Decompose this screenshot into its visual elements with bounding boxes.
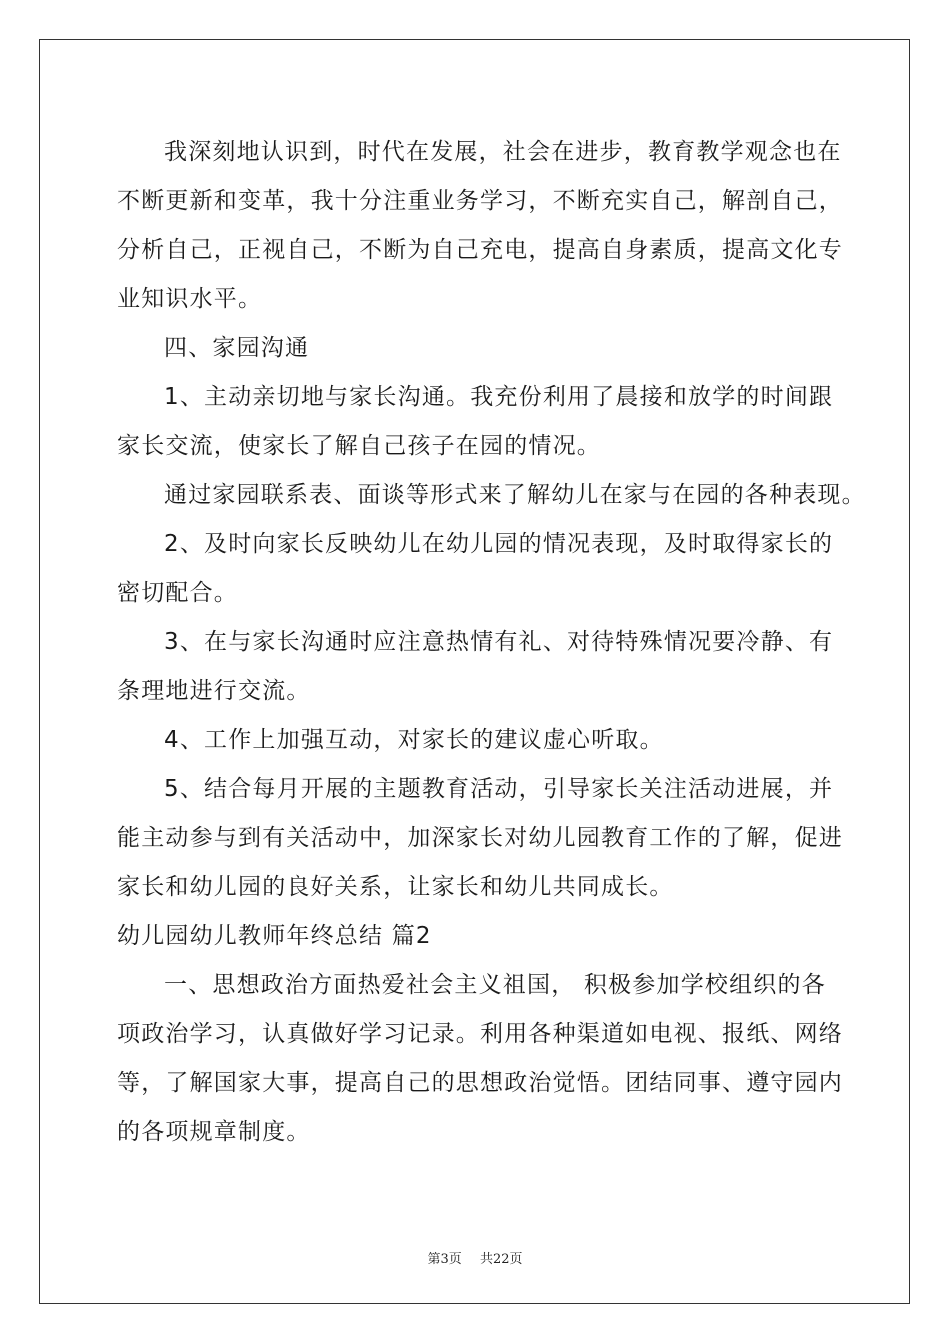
text-line: 的各项规章制度。 [117,1119,311,1145]
text-line: 业知识水平。 [117,286,263,312]
page-number: 第3页 [427,1252,462,1267]
text-line: 不断更新和变革，我十分注重业务学习，不断充实自己，解剖自己， [117,188,843,214]
document-body [117,128,866,1157]
text-line: 密切配合。 [117,580,238,606]
text-line: 3、在与家长沟通时应注意热情有礼、对待特殊情况要冷静、有 [164,629,834,655]
text-line: 家长和幼儿园的良好关系，让家长和幼儿共同成长。 [117,874,674,900]
text-line: 5、结合每月开展的主题教育活动，引导家长关注活动进展，并 [164,776,834,802]
text-line: 通过家园联系表、面谈等形式来了解幼儿在家与在园的各种表现。 [164,482,866,508]
section-heading: 四、家园沟通 [164,335,310,361]
text-line: 4、工作上加强互动，对家长的建议虚心听取。 [164,727,664,753]
text-block [117,128,866,1157]
text-line: 一、思想政治方面热爱社会主义祖国， 积极参加学校组织的各 [164,972,826,998]
text-line: 能主动参与到有关活动中，加深家长对幼儿园教育工作的了解，促进 [117,825,843,851]
article-title: 幼儿园幼儿教师年终总结 篇2 [117,923,432,949]
text-line: 等，了解国家大事，提高自己的思想政治觉悟。团结同事、遵守园内 [117,1070,843,1096]
text-line: 家长交流，使家长了解自己孩子在园的情况。 [117,433,601,459]
page-total: 共22页 [479,1252,523,1267]
text-line: 2、及时向家长反映幼儿在幼儿园的情况表现，及时取得家长的 [164,531,834,557]
text-line: 项政治学习，认真做好学习记录。利用各种渠道如电视、报纸、网络 [117,1021,843,1047]
text-line: 1、主动亲切地与家长沟通。我充份利用了晨接和放学的时间跟 [164,384,834,410]
page-footer [0,1248,950,1267]
text-line: 分析自己，正视自己，不断为自己充电，提高自身素质，提高文化专 [117,237,843,263]
text-line: 条理地进行交流。 [117,678,311,704]
text-line: 我深刻地认识到，时代在发展，社会在进步，教育教学观念也在 [164,139,842,165]
